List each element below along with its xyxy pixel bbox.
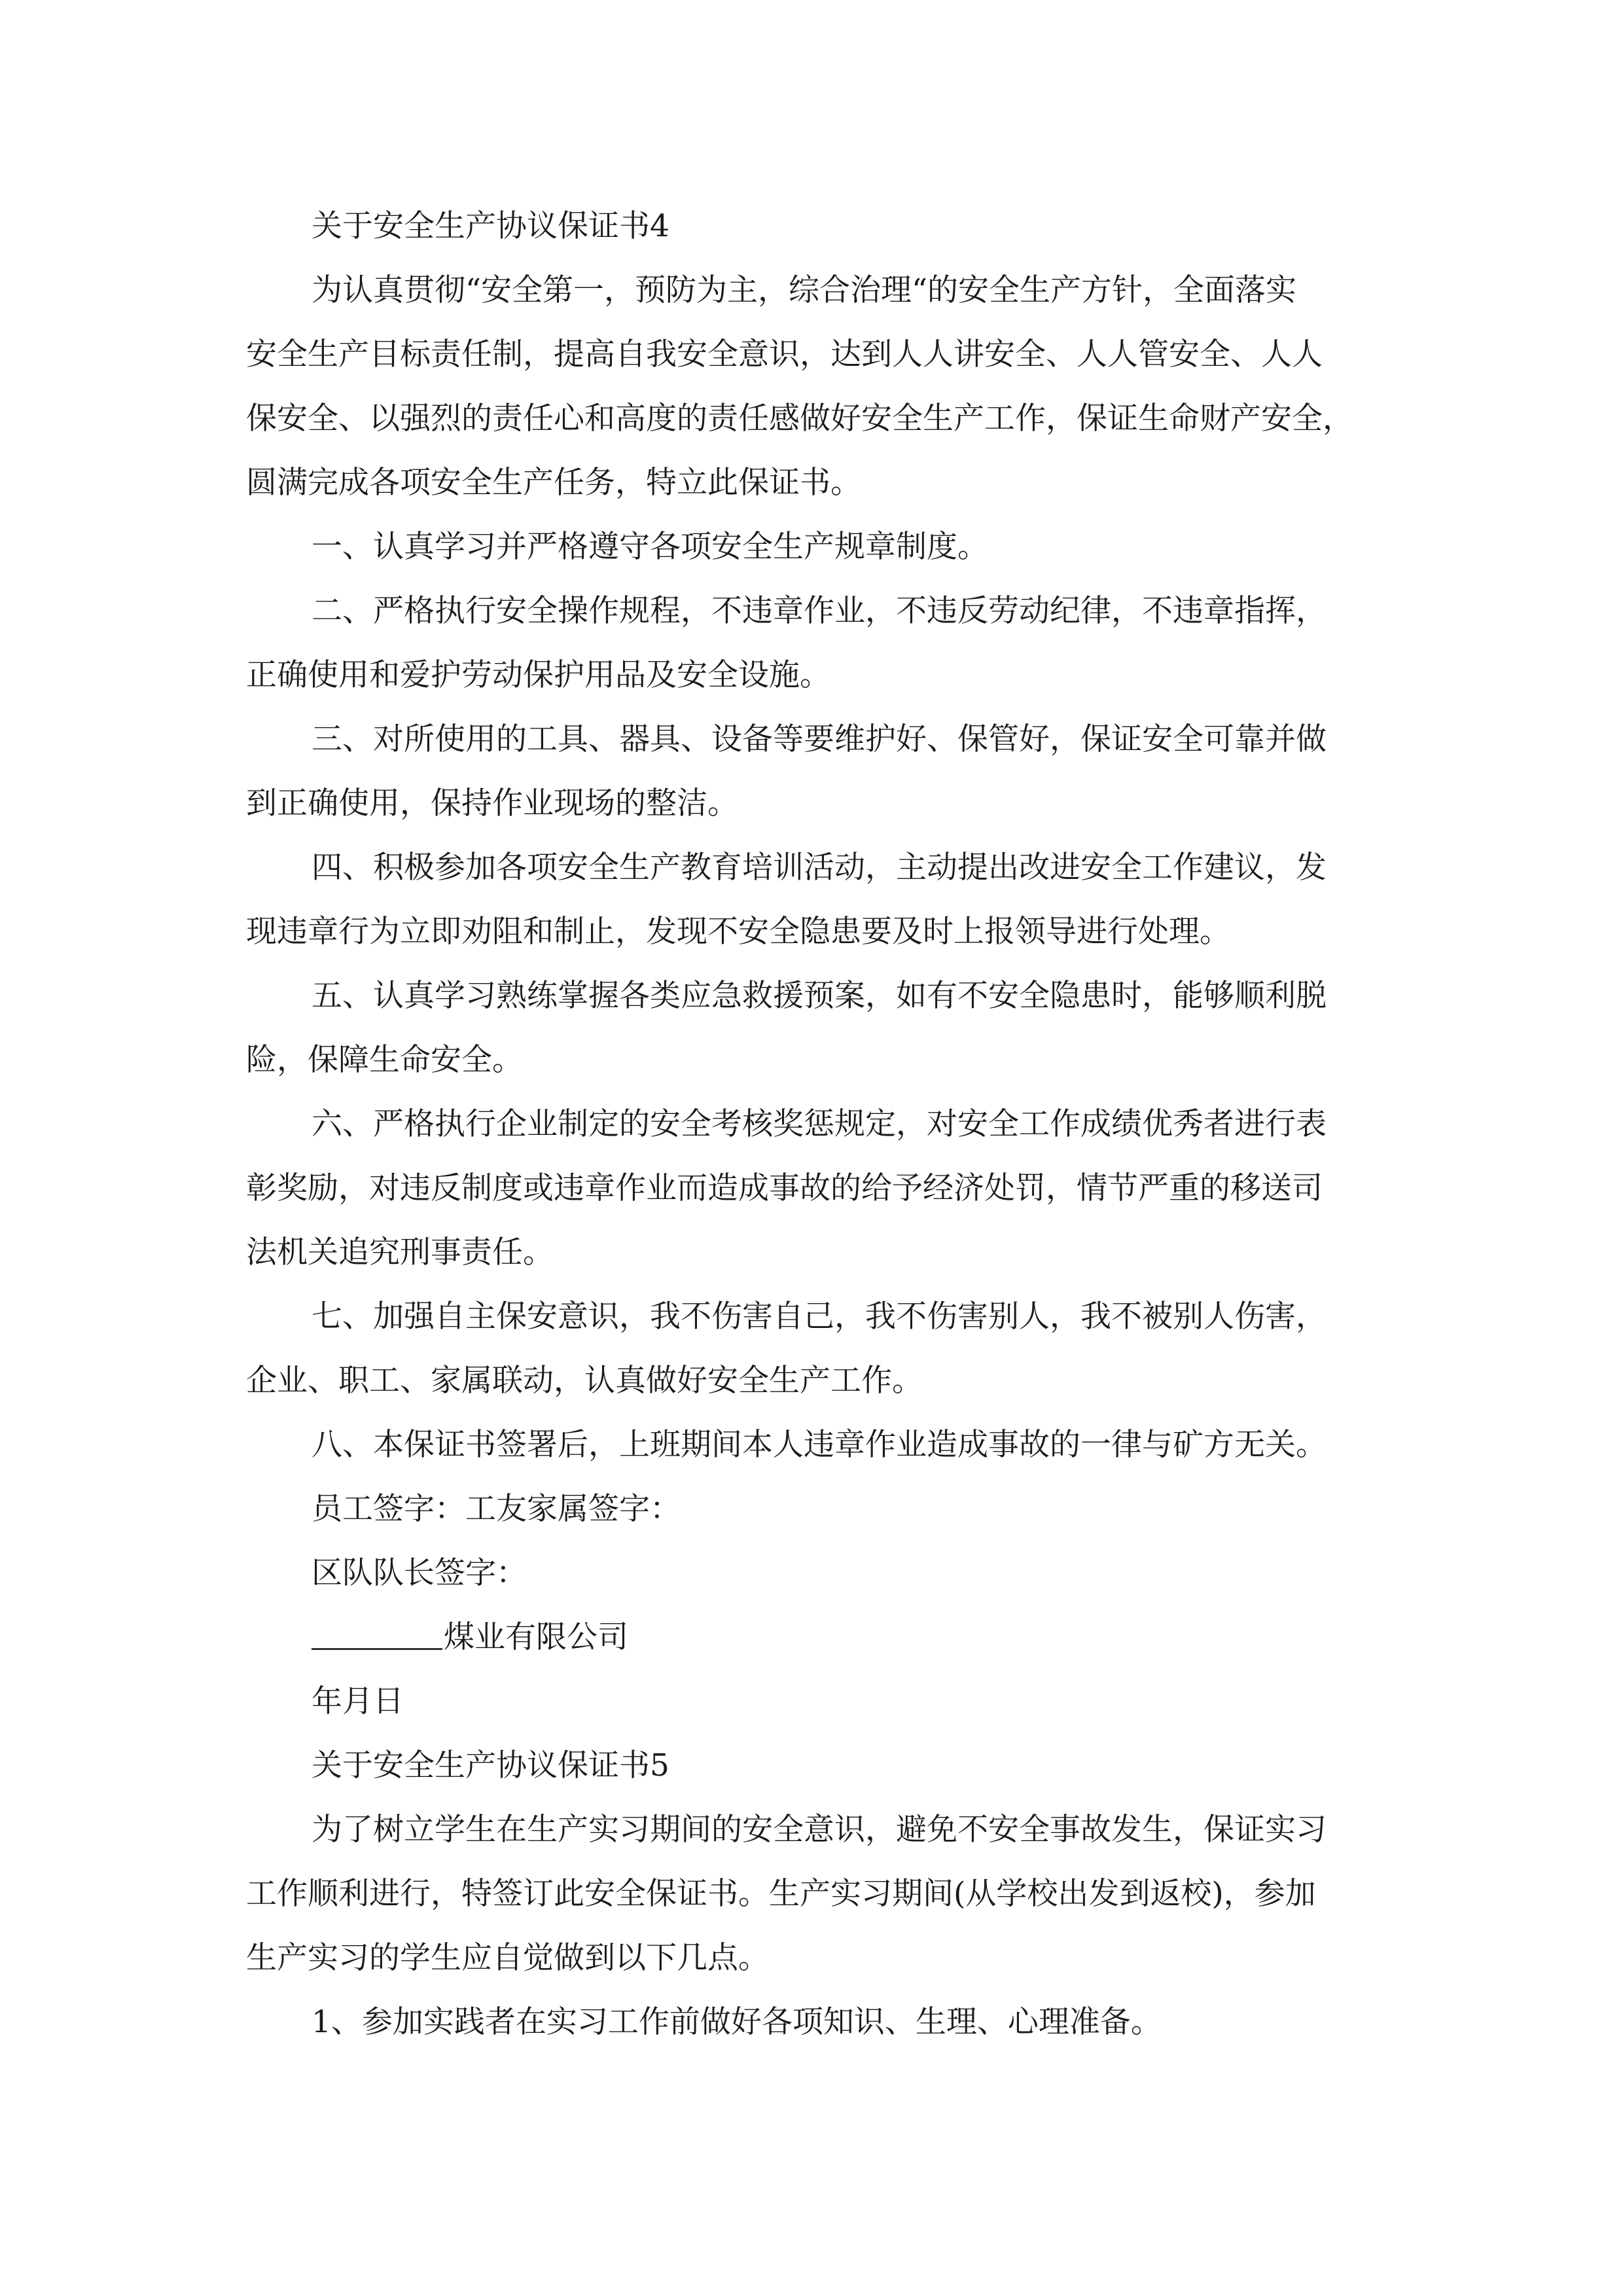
paragraph-line: 保安全、以强烈的责任心和高度的责任感做好安全生产工作，保证生命财产安全，: [246, 401, 1353, 437]
section-title: 关于安全生产协议保证书5: [312, 1748, 669, 1784]
list-item-line: 到正确使用，保持作业现场的整洁。: [246, 785, 738, 821]
list-item-line: 三、对所使用的工具、器具、设备等要维护好、保管好，保证安全可靠并做: [312, 721, 1327, 757]
list-item-line: 现违章行为立即劝阻和制止，发现不安全隐患要及时上报领导进行处理。: [246, 914, 1230, 950]
list-item-line: 1、参加实践者在实习工作前做好各项知识、生理、心理准备。: [312, 2004, 1162, 2040]
list-item-line: 八、本保证书签署后，上班期间本人违章作业造成事故的一律与矿方无关。: [312, 1427, 1327, 1463]
paragraph-line: 为了树立学生在生产实习期间的安全意识，避免不安全事故发生，保证实习: [312, 1812, 1327, 1848]
list-item-line: 彰奖励，对违反制度或违章作业而造成事故的给予经济处罚，情节严重的移送司: [246, 1170, 1323, 1206]
list-item-line: 四、积极参加各项安全生产教育培训活动，主动提出改进安全工作建议，发: [312, 850, 1327, 886]
paragraph-line: 工作顺利进行，特签订此安全保证书。生产实习期间(从学校出发到返校)，参加: [246, 1876, 1316, 1912]
list-item-line: 六、严格执行企业制定的安全考核奖惩规定，对安全工作成绩优秀者进行表: [312, 1106, 1327, 1142]
list-item-line: 险，保障生命安全。: [246, 1042, 523, 1078]
list-item-line: 一、认真学习并严格遵守各项安全生产规章制度。: [312, 529, 988, 565]
paragraph-line: 为认真贯彻“安全第一，预防为主，综合治理“的安全生产方针，全面落实: [312, 272, 1297, 308]
company-label: 煤业有限公司: [444, 1619, 628, 1655]
list-item-line: 七、加强自主保安意识，我不伤害自己，我不伤害别人，我不被别人伤害，: [312, 1299, 1327, 1335]
signature-company: [312, 1619, 628, 1655]
section-title: 关于安全生产协议保证书4: [312, 208, 669, 244]
list-item-line: 五、认真学习熟练掌握各类应急救援预案，如有不安全隐患时，能够顺利脱: [312, 978, 1327, 1014]
paragraph-line: 圆满完成各项安全生产任务，特立此保证书。: [246, 465, 861, 501]
list-item-line: 法机关追究刑事责任。: [246, 1234, 554, 1270]
company-name-blank: [312, 1622, 442, 1650]
list-item-line: 正确使用和爱护劳动保护用品及安全设施。: [246, 657, 830, 693]
list-item-line: 企业、职工、家属联动，认真做好安全生产工作。: [246, 1363, 923, 1399]
signature-employee: 员工签字：工友家属签字：: [312, 1491, 681, 1527]
list-item-line: 二、严格执行安全操作规程，不违章作业，不违反劳动纪律，不违章指挥，: [312, 593, 1327, 629]
paragraph-line: 生产实习的学生应自觉做到以下几点。: [246, 1940, 769, 1976]
paragraph-line: 安全生产目标责任制，提高自我安全意识，达到人人讲安全、人人管安全、人人: [246, 336, 1323, 372]
signature-leader: 区队队长签字：: [312, 1555, 527, 1591]
signature-date: 年月日: [312, 1683, 404, 1719]
